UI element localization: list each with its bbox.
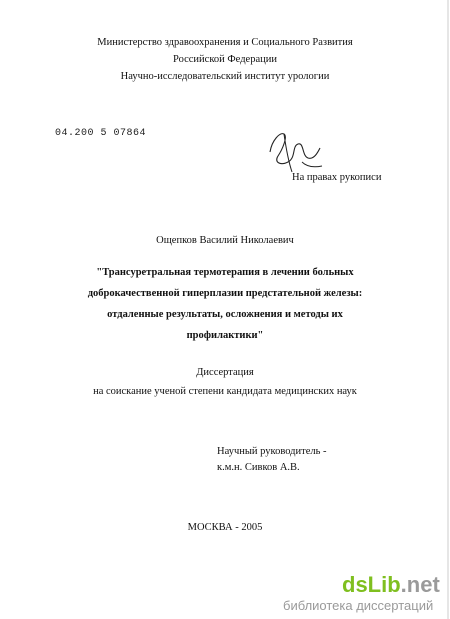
title-line-2: доброкачественной гиперплазии предстательной железы:: [87, 288, 363, 299]
watermark-subtitle: библиотека диссертаций: [283, 598, 434, 613]
federation-line: Российской Федерации: [173, 54, 277, 65]
watermark-logo-part1: dsLib: [342, 572, 401, 597]
scan-edge-line: [447, 0, 449, 619]
title-line-4: профилактики": [186, 330, 264, 341]
degree-line: на соискание ученой степени кандидата медицинских наук: [93, 386, 357, 397]
author-name: Ощепков Василий Николаевич: [156, 235, 294, 246]
title-line-1: "Трансуретральная термотерапия в лечении больных: [96, 267, 354, 278]
supervisor-role: Научный руководитель -: [217, 446, 327, 457]
dissertation-label: Диссертация: [196, 367, 254, 378]
ministry-line: Министерство здравоохранения и Социального Развития: [97, 37, 353, 48]
city-year: МОСКВА - 2005: [187, 522, 263, 533]
institute-line: Научно-исследовательский институт урологии: [120, 71, 330, 82]
watermark-logo: [342, 572, 440, 598]
title-line-3: отдаленные результаты, осложнения и методы их: [107, 309, 343, 320]
watermark-logo-part2: .net: [400, 572, 440, 597]
supervisor-name: к.м.н. Сивков А.В.: [217, 462, 300, 473]
manuscript-rights-note: На правах рукописи: [292, 172, 382, 183]
library-stamp-number: 04.200 5 07864: [55, 128, 147, 139]
